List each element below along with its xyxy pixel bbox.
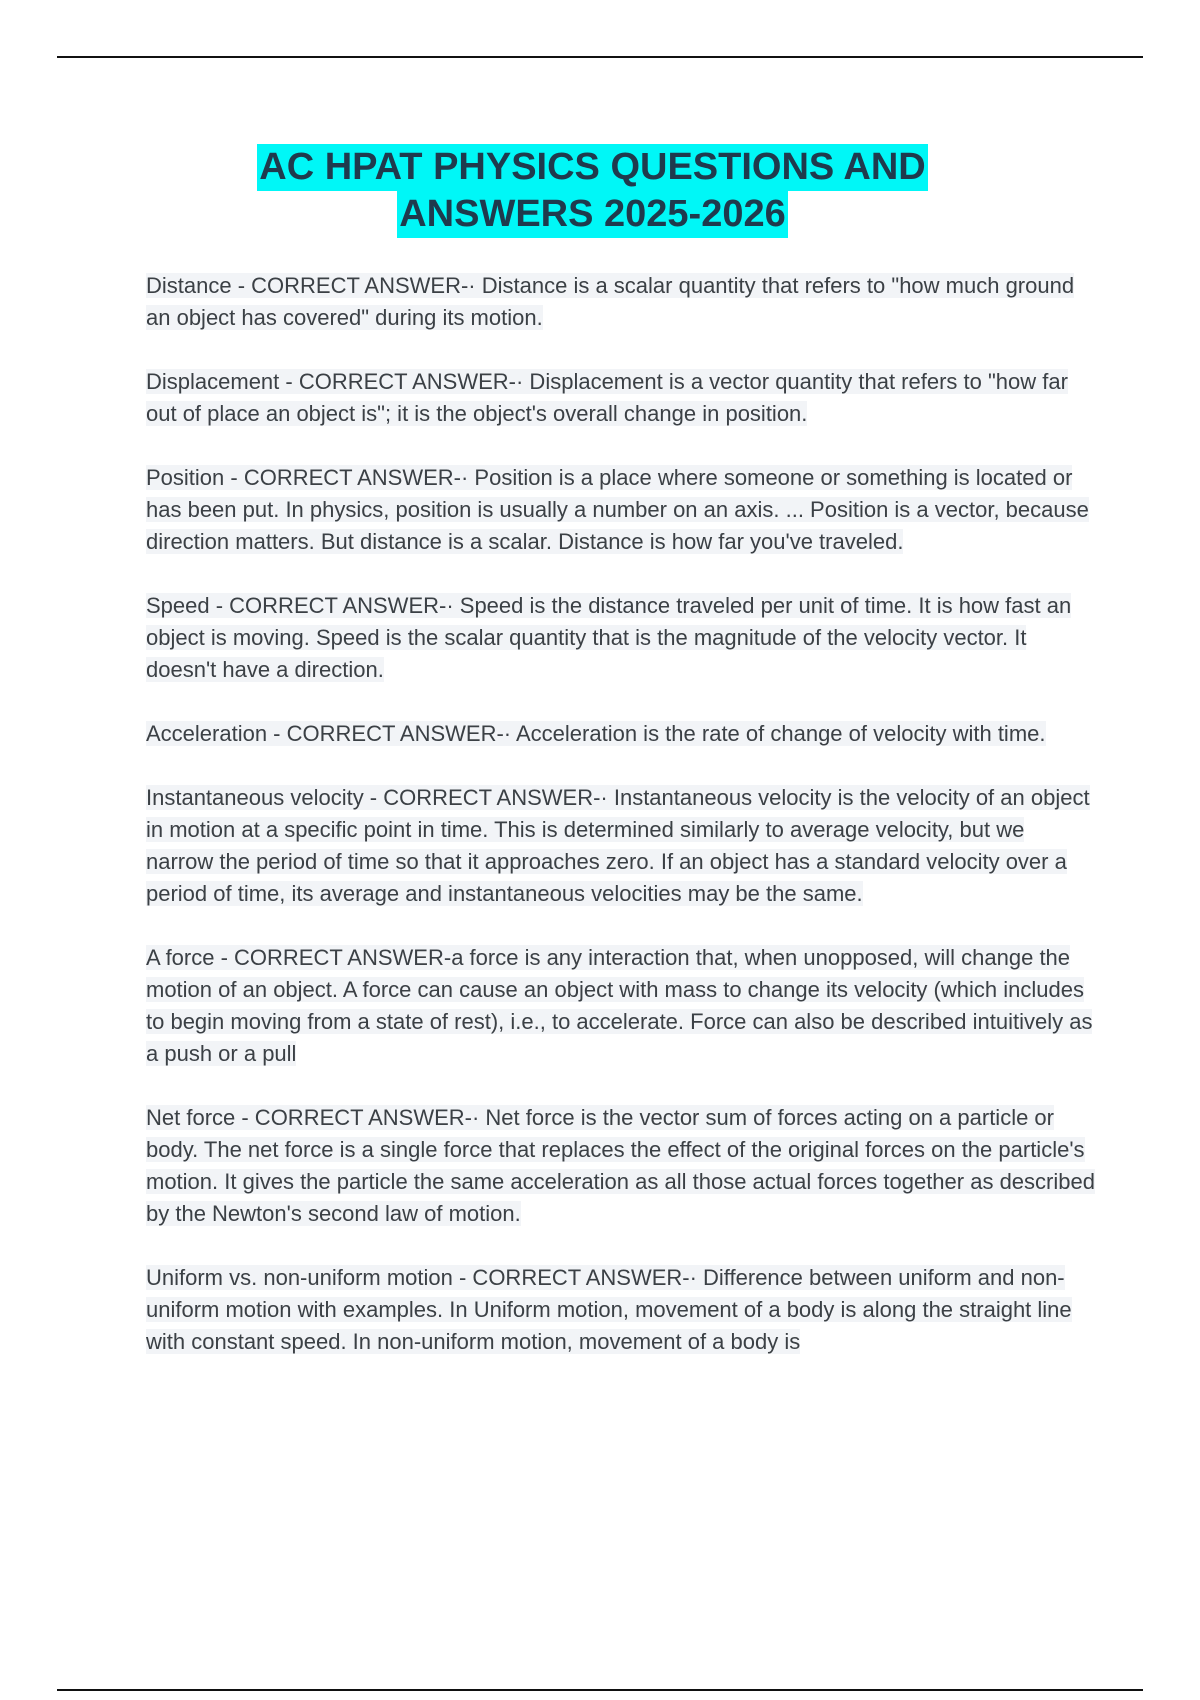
qa-entry-speed: Speed - CORRECT ANSWER-· Speed is the distance traveled per unit of time. It is how fast an object is moving. Speed is the scalar quantity that is the magnitude of the velocity vector. It doesn't have a direction. — [146, 593, 1072, 682]
top-divider — [57, 56, 1143, 58]
qa-entry-displacement: Displacement - CORRECT ANSWER-· Displacement is a vector quantity that refers to "how far out of place an object is"; it is the object's overall change in position. — [146, 369, 1068, 426]
bottom-divider — [57, 1689, 1143, 1691]
qa-entry-force: A force - CORRECT ANSWER-a force is any interaction that, when unopposed, will change the motion of an object. A force can cause an object with mass to change its velocity (which includes to begin moving from a state of rest), i.e., to accelerate. Force can also be described intuitively as a push or a pull — [146, 945, 1093, 1066]
title-line-1: AC HPAT PHYSICS QUESTIONS AND — [257, 144, 927, 191]
qa-entry-uniform-motion: Uniform vs. non-uniform motion - CORRECT ANSWER-· Difference between uniform and non-uniform motion with examples. In Uniform motion, movement of a body is along the straight line with constant speed. In non-uniform motion, movement of a body is — [146, 1265, 1072, 1354]
title-line-2: ANSWERS 2025-2026 — [397, 191, 788, 238]
qa-entry-position: Position - CORRECT ANSWER-· Position is a place where someone or something is located or has been put. In physics, position is usually a number on an axis. ... Position is a vector, because direction matters. But distance is a scalar. Distance is how far you've traveled. — [146, 465, 1089, 554]
qa-entry-acceleration: Acceleration - CORRECT ANSWER-· Acceleration is the rate of change of velocity with time. — [146, 721, 1046, 746]
qa-entry-instantaneous-velocity: Instantaneous velocity - CORRECT ANSWER-· Instantaneous velocity is the velocity of an object in motion at a specific point in time. This is determined similarly to average velocity, but we narrow the period of time so that it approaches zero. If an object has a standard velocity over a period of time, its average and instantaneous velocities may be the same. — [146, 785, 1090, 906]
qa-list — [146, 270, 1096, 1390]
qa-entry-net-force: Net force - CORRECT ANSWER-· Net force is the vector sum of forces acting on a particle or body. The net force is a single force that replaces the effect of the original forces on the particle's motion. It gives the particle the same acceleration as all those actual forces together as described by the Newton's second law of motion. — [146, 1105, 1095, 1226]
page-title — [0, 144, 1185, 238]
qa-entry-distance: Distance - CORRECT ANSWER-· Distance is a scalar quantity that refers to "how much ground an object has covered" during its motion. — [146, 273, 1075, 330]
